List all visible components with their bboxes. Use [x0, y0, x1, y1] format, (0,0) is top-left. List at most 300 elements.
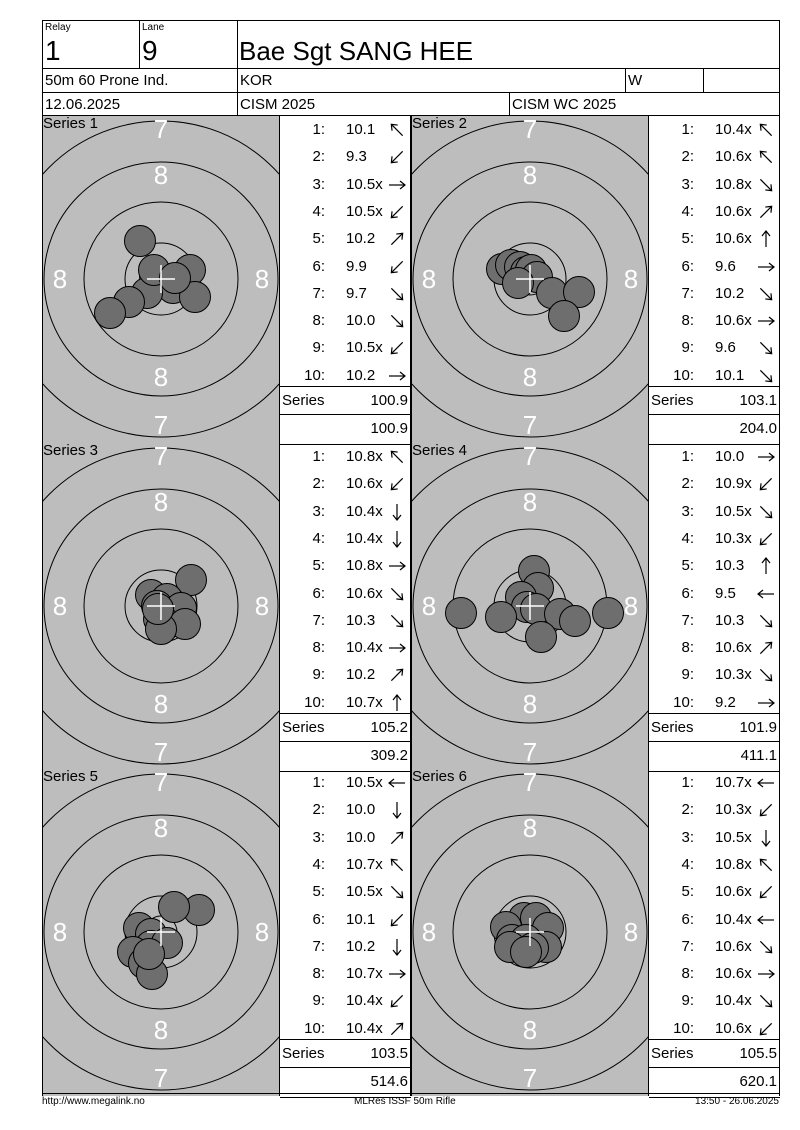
- target-face: [42, 116, 279, 443]
- series-total-label: Series: [282, 719, 325, 736]
- ring-label: 8: [52, 591, 68, 621]
- series-title: Series 6: [412, 769, 468, 785]
- ring-label: 7: [522, 443, 538, 471]
- shot-hit: [549, 301, 580, 332]
- ring-label: 8: [52, 264, 68, 294]
- shot-hit: [446, 598, 477, 629]
- shot-score: 10.5x: [346, 339, 383, 357]
- series-total-row: [649, 386, 780, 414]
- shot-score: 10.4x: [715, 992, 752, 1010]
- direction-arrow-icon: [387, 366, 407, 386]
- shot-row: [280, 470, 411, 497]
- ring-label: 7: [522, 410, 538, 440]
- shot-row: [280, 661, 411, 688]
- shot-row: [280, 634, 411, 661]
- series-total-label: Series: [651, 392, 694, 409]
- shot-number: 9:: [312, 666, 325, 684]
- shot-number: 8:: [312, 312, 325, 330]
- ring-label: 7: [153, 1063, 169, 1093]
- shot-number: 2:: [312, 475, 325, 493]
- shot-row: [649, 253, 780, 280]
- direction-arrow-icon: [387, 964, 407, 984]
- shot-row: [649, 525, 780, 552]
- shot-row: [649, 987, 780, 1014]
- shot-row: [280, 116, 411, 143]
- shot-number: 8:: [312, 965, 325, 983]
- shot-score: 10.4x: [346, 529, 383, 547]
- direction-arrow-icon: [387, 584, 407, 604]
- shot-row: [280, 525, 411, 552]
- series-title: Series 1: [43, 116, 99, 132]
- shot-score: 10.1: [346, 121, 376, 138]
- shooter-name: Bae Sgt SANG HEE: [239, 36, 474, 66]
- shot-number: 1:: [681, 448, 694, 465]
- ring-label: 8: [522, 487, 538, 517]
- shot-row: [649, 443, 780, 470]
- shot-score: 10.5x: [346, 202, 383, 220]
- shot-number: 9:: [681, 992, 694, 1010]
- direction-arrow-icon: [756, 638, 776, 658]
- shot-hit: [486, 602, 517, 633]
- ring-label: 8: [153, 362, 169, 392]
- series-total-row: [280, 1039, 411, 1067]
- target-face: [411, 443, 648, 770]
- relay-value: 1: [45, 35, 61, 66]
- direction-arrow-icon: [387, 120, 407, 140]
- shot-number: 4:: [681, 855, 694, 873]
- match-name: CISM WC 2025: [512, 96, 617, 113]
- direction-arrow-icon: [756, 910, 776, 930]
- shot-score: 10.4x: [346, 992, 383, 1010]
- direction-arrow-icon: [387, 257, 407, 277]
- target-face: [42, 443, 279, 770]
- ring-label: 8: [254, 917, 270, 947]
- shot-number: 5:: [681, 230, 694, 248]
- shot-number: 4:: [681, 202, 694, 220]
- ring-label: 7: [522, 769, 538, 797]
- shot-row: [280, 334, 411, 361]
- shot-hit: [511, 937, 542, 968]
- target-svg: [43, 116, 279, 443]
- shot-number: 2:: [312, 801, 325, 819]
- shot-row: [280, 878, 411, 905]
- shot-score: 10.7x: [346, 965, 383, 983]
- series-panel: [42, 443, 411, 770]
- shot-number: 9:: [681, 666, 694, 684]
- series-total-value: 105.5: [739, 1045, 777, 1062]
- shot-row: [649, 580, 780, 607]
- shot-number: 2:: [681, 475, 694, 493]
- shot-score: 10.6x: [715, 148, 752, 166]
- shot-number: 8:: [681, 639, 694, 657]
- shot-list: [279, 769, 411, 1096]
- shot-score: 10.8x: [715, 855, 752, 873]
- series-total-label: Series: [651, 719, 694, 736]
- shot-row: [649, 689, 780, 716]
- direction-arrow-icon: [756, 693, 776, 713]
- series-panel: [42, 116, 411, 443]
- ring-label: 8: [421, 264, 437, 294]
- cumulative-total-value: 204.0: [739, 420, 777, 437]
- direction-arrow-icon: [756, 202, 776, 222]
- direction-arrow-icon: [756, 338, 776, 358]
- shot-row: [649, 552, 780, 579]
- direction-arrow-icon: [387, 638, 407, 658]
- ring-label: 8: [153, 160, 169, 190]
- shot-score: 10.6x: [715, 312, 752, 330]
- shot-number: 4:: [312, 855, 325, 873]
- shot-score: 10.6x: [346, 475, 383, 493]
- series-panel: [411, 443, 780, 770]
- direction-arrow-icon: [756, 828, 776, 848]
- ring-label: 7: [522, 1063, 538, 1093]
- shot-score: 10.5x: [715, 828, 752, 846]
- series-title: Series 5: [43, 769, 99, 785]
- shot-row: [649, 171, 780, 198]
- direction-arrow-icon: [756, 1019, 776, 1039]
- shot-row: [649, 225, 780, 252]
- cumulative-total-value: 620.1: [739, 1073, 777, 1090]
- direction-arrow-icon: [756, 147, 776, 167]
- shot-score: 10.6x: [715, 202, 752, 220]
- scorecard-header: [42, 20, 780, 116]
- direction-arrow-icon: [756, 991, 776, 1011]
- shot-score: 10.8x: [346, 557, 383, 575]
- shot-score: 10.6x: [715, 230, 752, 248]
- shot-score: 10.0: [346, 801, 376, 819]
- shot-number: 8:: [681, 312, 694, 330]
- shot-number: 5:: [681, 883, 694, 901]
- shot-score: 9.6: [715, 257, 736, 275]
- target-svg: [43, 443, 279, 770]
- shot-row: [649, 280, 780, 307]
- direction-arrow-icon: [756, 229, 776, 249]
- direction-arrow-icon: [756, 284, 776, 304]
- shot-score: 10.7x: [346, 693, 383, 711]
- shot-list: [279, 116, 411, 443]
- shot-row: [280, 796, 411, 823]
- series-total-label: Series: [651, 1045, 694, 1062]
- cumulative-total-value: 100.9: [370, 420, 408, 437]
- series-title: Series 3: [43, 443, 99, 459]
- ring-label: 7: [153, 410, 169, 440]
- divider: [625, 68, 626, 92]
- shot-number: 3:: [681, 502, 694, 520]
- shot-number: 10:: [673, 1019, 694, 1037]
- series-total-row: [280, 386, 411, 414]
- shot-number: 3:: [681, 828, 694, 846]
- shot-row: [280, 607, 411, 634]
- series-panel: [42, 769, 411, 1096]
- shot-list: [648, 769, 780, 1096]
- shot-score: 10.8x: [346, 448, 383, 465]
- direction-arrow-icon: [387, 693, 407, 713]
- shot-number: 7:: [681, 611, 694, 629]
- shot-row: [649, 470, 780, 497]
- direction-arrow-icon: [387, 937, 407, 957]
- divider: [42, 1093, 780, 1094]
- direction-arrow-icon: [756, 964, 776, 984]
- shot-score: 10.4x: [346, 639, 383, 657]
- shot-number: 2:: [312, 148, 325, 166]
- series-total-value: 105.2: [370, 719, 408, 736]
- direction-arrow-icon: [387, 991, 407, 1011]
- shot-row: [280, 1015, 411, 1042]
- target-face: [411, 769, 648, 1096]
- direction-arrow-icon: [387, 773, 407, 793]
- cumulative-total-value: 309.2: [370, 747, 408, 764]
- ring-label: 8: [153, 487, 169, 517]
- direction-arrow-icon: [756, 800, 776, 820]
- divider: [237, 21, 238, 117]
- shot-row: [280, 280, 411, 307]
- shot-row: [649, 634, 780, 661]
- shot-row: [649, 1015, 780, 1042]
- shot-row: [280, 498, 411, 525]
- shot-score: 10.3: [715, 557, 745, 575]
- shot-list: [648, 443, 780, 770]
- direction-arrow-icon: [756, 257, 776, 277]
- ring-label: 7: [153, 769, 169, 797]
- shot-hit: [526, 622, 557, 653]
- ring-label: 8: [153, 689, 169, 719]
- shot-row: [280, 851, 411, 878]
- shot-number: 4:: [312, 202, 325, 220]
- shot-row: [649, 116, 780, 143]
- shot-hit: [503, 268, 534, 299]
- shot-number: 6:: [681, 910, 694, 928]
- shot-score: 10.3: [346, 611, 376, 629]
- target-svg: [412, 443, 648, 770]
- series-total-value: 103.5: [370, 1045, 408, 1062]
- shot-number: 1:: [681, 774, 694, 791]
- shot-score: 10.4x: [346, 502, 383, 520]
- shot-score: 10.1: [346, 910, 376, 928]
- ring-label: 8: [421, 591, 437, 621]
- direction-arrow-icon: [756, 366, 776, 386]
- shot-score: 10.6x: [715, 937, 752, 955]
- direction-arrow-icon: [387, 828, 407, 848]
- shot-row: [649, 143, 780, 170]
- shot-number: 10:: [673, 366, 694, 384]
- shot-number: 6:: [312, 584, 325, 602]
- shot-score: 10.3: [715, 611, 745, 629]
- direction-arrow-icon: [387, 855, 407, 875]
- shot-score: 9.9: [346, 257, 367, 275]
- ring-label: 8: [522, 362, 538, 392]
- ring-label: 8: [254, 264, 270, 294]
- shot-number: 7:: [681, 937, 694, 955]
- target-face: [411, 116, 648, 443]
- shot-score: 10.9x: [715, 475, 752, 493]
- ring-label: 8: [623, 591, 639, 621]
- direction-arrow-icon: [756, 882, 776, 902]
- direction-arrow-icon: [756, 311, 776, 331]
- direction-arrow-icon: [756, 611, 776, 631]
- shot-row: [280, 443, 411, 470]
- competition: CISM 2025: [240, 96, 316, 113]
- ring-label: 8: [623, 917, 639, 947]
- shot-row: [649, 824, 780, 851]
- shot-score: 10.3x: [715, 666, 752, 684]
- series-panel: [411, 769, 780, 1096]
- shot-row: [649, 334, 780, 361]
- nation: KOR: [240, 72, 273, 89]
- shot-score: 10.5x: [346, 883, 383, 901]
- shot-number: 3:: [312, 828, 325, 846]
- footer-website: http://www.megalink.no: [42, 1096, 145, 1107]
- direction-arrow-icon: [756, 529, 776, 549]
- shot-score: 10.5x: [715, 502, 752, 520]
- series-panel: [411, 116, 780, 443]
- shot-number: 5:: [312, 230, 325, 248]
- direction-arrow-icon: [756, 120, 776, 140]
- shot-number: 10:: [304, 693, 325, 711]
- direction-arrow-icon: [756, 937, 776, 957]
- shot-list: [648, 116, 780, 443]
- direction-arrow-icon: [756, 175, 776, 195]
- shot-number: 2:: [681, 801, 694, 819]
- shot-row: [280, 933, 411, 960]
- divider: [703, 68, 704, 92]
- shot-row: [280, 253, 411, 280]
- shot-row: [649, 307, 780, 334]
- direction-arrow-icon: [387, 175, 407, 195]
- shot-score: 10.5x: [346, 175, 383, 193]
- shot-row: [280, 171, 411, 198]
- ring-label: 7: [153, 443, 169, 471]
- ring-label: 8: [623, 264, 639, 294]
- cumulative-total-row: [280, 741, 411, 772]
- direction-arrow-icon: [387, 474, 407, 494]
- shot-row: [280, 143, 411, 170]
- shot-hit: [593, 598, 624, 629]
- shot-score: 9.5: [715, 584, 736, 602]
- shot-number: 9:: [681, 339, 694, 357]
- shot-hit: [95, 298, 126, 329]
- footer-system: MLRes ISSF 50m Rifle: [354, 1096, 456, 1107]
- shot-number: 10:: [673, 693, 694, 711]
- series-total-value: 103.1: [739, 392, 777, 409]
- lane-value: 9: [142, 35, 158, 66]
- ring-label: 8: [522, 1015, 538, 1045]
- shot-hit: [160, 263, 191, 294]
- shot-hit: [143, 594, 174, 625]
- direction-arrow-icon: [387, 447, 407, 467]
- shot-number: 3:: [681, 175, 694, 193]
- shot-hit: [134, 939, 165, 970]
- ring-label: 7: [522, 737, 538, 767]
- shot-score: 10.0: [715, 448, 745, 465]
- shot-number: 5:: [312, 557, 325, 575]
- shot-number: 7:: [681, 284, 694, 302]
- relay-label: Relay: [45, 22, 71, 33]
- shot-row: [649, 498, 780, 525]
- cumulative-total-value: 411.1: [740, 747, 777, 764]
- shot-score: 10.6x: [715, 883, 752, 901]
- series-total-row: [649, 713, 780, 741]
- series-total-value: 100.9: [370, 392, 408, 409]
- shot-row: [649, 362, 780, 389]
- shot-number: 10:: [304, 1019, 325, 1037]
- direction-arrow-icon: [387, 800, 407, 820]
- shot-number: 6:: [681, 584, 694, 602]
- shot-row: [280, 198, 411, 225]
- direction-arrow-icon: [387, 202, 407, 222]
- shot-number: 10:: [304, 366, 325, 384]
- shot-number: 2:: [681, 148, 694, 166]
- ring-label: 8: [52, 917, 68, 947]
- shot-number: 1:: [681, 121, 694, 138]
- divider: [509, 92, 510, 116]
- direction-arrow-icon: [387, 910, 407, 930]
- direction-arrow-icon: [756, 665, 776, 685]
- divider: [43, 68, 779, 69]
- shot-number: 3:: [312, 175, 325, 193]
- series-total-row: [649, 1039, 780, 1067]
- shot-row: [280, 906, 411, 933]
- shot-row: [649, 933, 780, 960]
- shot-hit: [125, 226, 156, 257]
- shot-score: 10.1: [715, 366, 745, 384]
- direction-arrow-icon: [756, 447, 776, 467]
- shot-score: 10.4x: [346, 1019, 383, 1037]
- direction-arrow-icon: [756, 773, 776, 793]
- direction-arrow-icon: [387, 1019, 407, 1039]
- target-svg: [43, 769, 279, 1096]
- shot-hit: [560, 606, 591, 637]
- shot-number: 9:: [312, 992, 325, 1010]
- direction-arrow-icon: [387, 529, 407, 549]
- shot-score: 10.2: [346, 230, 376, 248]
- shot-score: 10.2: [346, 666, 376, 684]
- shot-number: 6:: [312, 257, 325, 275]
- shot-row: [649, 796, 780, 823]
- shot-number: 7:: [312, 284, 325, 302]
- shot-score: 10.8x: [715, 175, 752, 193]
- shot-score: 10.7x: [346, 855, 383, 873]
- shot-score: 10.7x: [715, 774, 752, 791]
- cumulative-total-row: [649, 741, 780, 772]
- direction-arrow-icon: [387, 284, 407, 304]
- shot-number: 8:: [312, 639, 325, 657]
- ring-label: 7: [522, 116, 538, 144]
- shot-row: [649, 198, 780, 225]
- series-total-value: 101.9: [739, 719, 777, 736]
- direction-arrow-icon: [387, 556, 407, 576]
- date: 12.06.2025: [45, 96, 121, 113]
- direction-arrow-icon: [387, 611, 407, 631]
- shot-row: [649, 607, 780, 634]
- shot-row: [280, 225, 411, 252]
- shot-number: 5:: [681, 557, 694, 575]
- series-total-label: Series: [282, 392, 325, 409]
- shot-row: [649, 960, 780, 987]
- shot-list: [279, 443, 411, 770]
- ring-label: 7: [153, 737, 169, 767]
- ring-label: 8: [421, 917, 437, 947]
- gender: W: [628, 72, 643, 89]
- shot-number: 3:: [312, 502, 325, 520]
- shot-score: 10.2: [346, 366, 376, 384]
- ring-label: 8: [153, 1015, 169, 1045]
- shot-number: 1:: [312, 121, 325, 138]
- shot-number: 6:: [681, 257, 694, 275]
- series-total-row: [280, 713, 411, 741]
- shot-row: [280, 552, 411, 579]
- shot-number: 4:: [312, 529, 325, 547]
- shot-number: 1:: [312, 774, 325, 791]
